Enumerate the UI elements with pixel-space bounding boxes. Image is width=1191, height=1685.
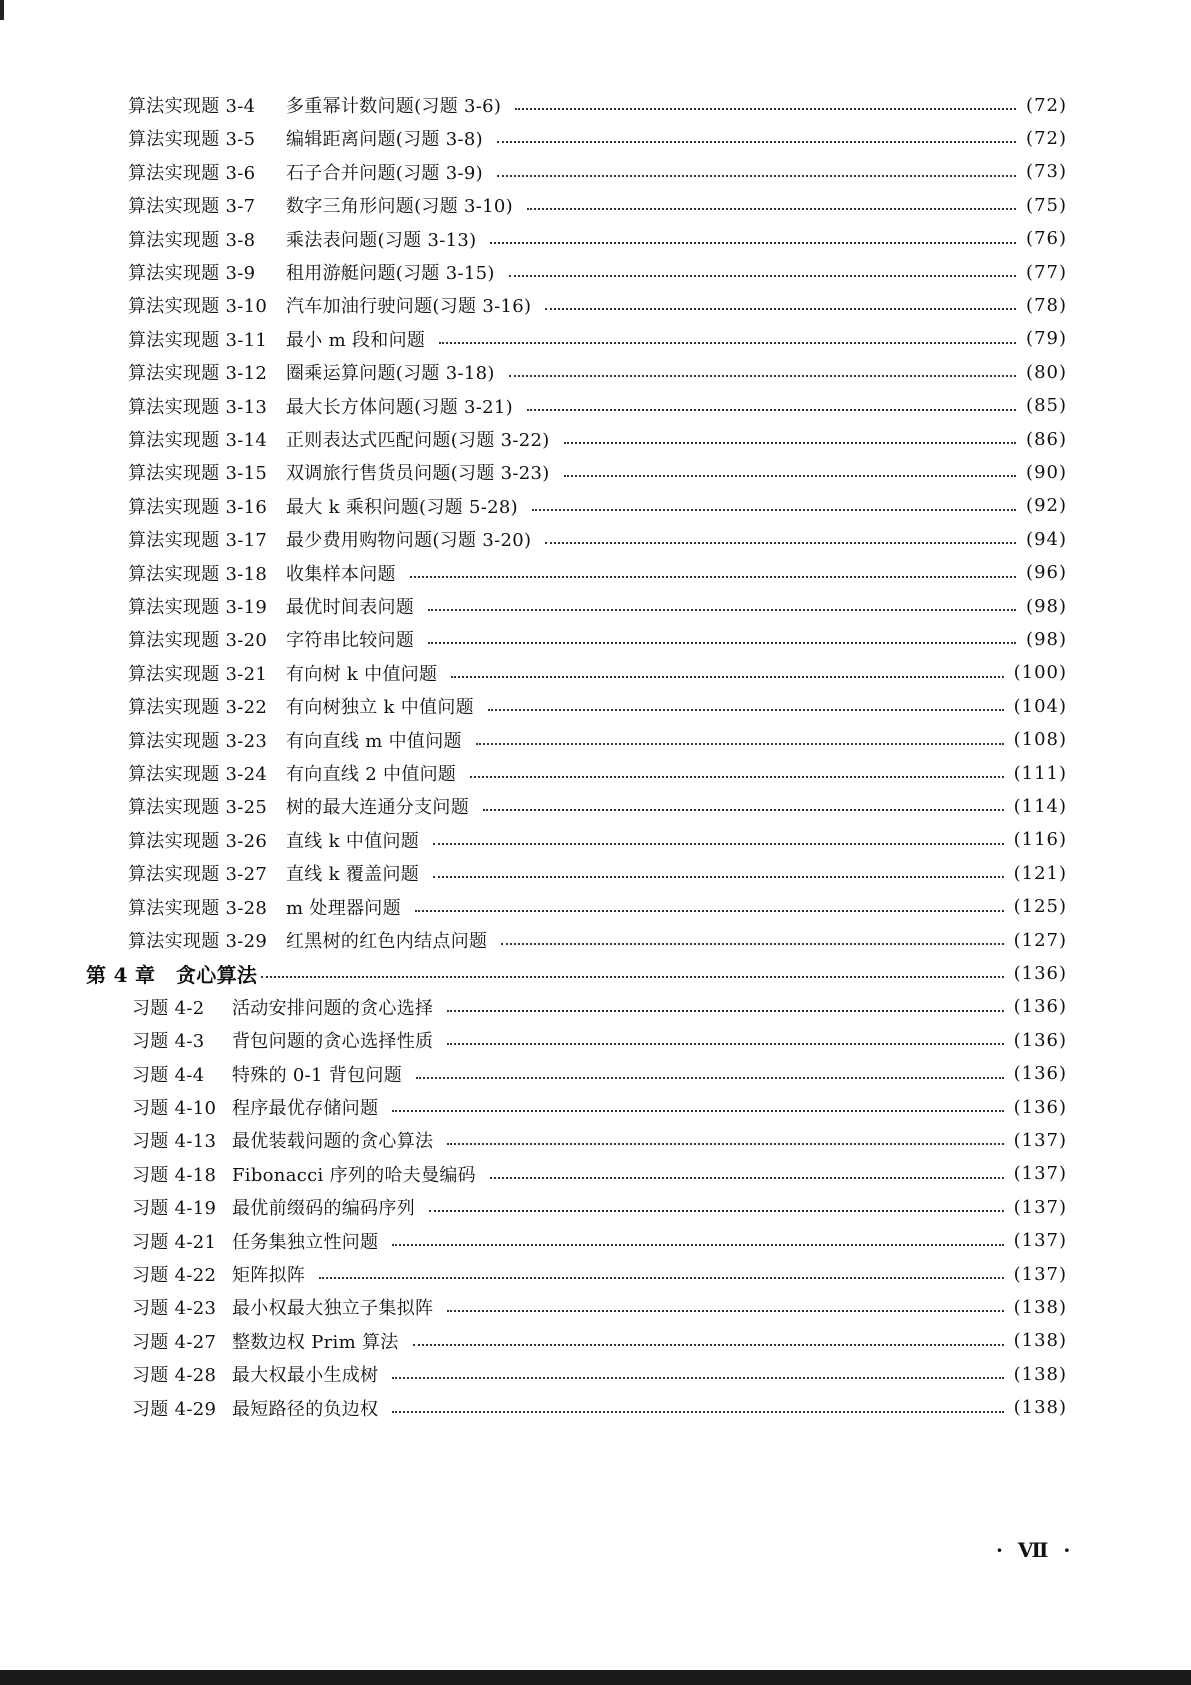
entry-page-number: (136) xyxy=(1013,1096,1067,1118)
entry-page-number: (136) xyxy=(1013,1029,1067,1051)
entry-title: 直线 k 中值问题 xyxy=(286,830,420,852)
entry-number: 习题 4-18 xyxy=(132,1164,217,1186)
entry-number: 算法实现题 3-24 xyxy=(128,764,268,785)
toc-entry[interactable] xyxy=(0,155,1191,189)
entry-title: 最大 k 乘积问题(习题 5-28) xyxy=(286,496,518,518)
entry-number: 算法实现题 3-19 xyxy=(128,597,268,618)
entry-title: 任务集独立性问题 xyxy=(232,1231,379,1253)
toc-entry[interactable] xyxy=(0,255,1191,289)
entry-page-number: (138) xyxy=(1013,1330,1067,1352)
entry-number: 算法实现题 3-14 xyxy=(128,430,268,451)
entry-page-number: (136) xyxy=(1013,1063,1067,1085)
entry-title: 贪心算法 xyxy=(176,962,258,987)
entry-number: 算法实现题 3-7 xyxy=(128,196,256,218)
entry-title: 圈乘运算问题(习题 3-18) xyxy=(286,363,495,385)
entry-number: 算法实现题 3-15 xyxy=(128,463,268,485)
dot-leader xyxy=(433,876,1004,878)
entry-number: 算法实现题 3-29 xyxy=(128,931,268,952)
entry-number: 算法实现题 3-20 xyxy=(128,630,268,652)
toc-entry[interactable] xyxy=(0,556,1191,590)
entry-number: 算法实现题 3-18 xyxy=(128,563,268,585)
entry-number: 习题 4-28 xyxy=(132,1365,217,1387)
dot-leader xyxy=(509,375,1016,377)
entry-number: 算法实现题 3-25 xyxy=(128,797,268,819)
entry-page-number: (111) xyxy=(1013,762,1067,784)
toc-entry[interactable] xyxy=(0,1257,1191,1291)
entry-page-number: (75) xyxy=(1026,194,1067,216)
entry-number: 算法实现题 3-10 xyxy=(128,296,268,318)
toc-chapter-entry[interactable] xyxy=(0,956,1191,990)
entry-title: 租用游艇问题(习题 3-15) xyxy=(286,263,495,284)
entry-title: 汽车加油行驶问题(习题 3-16) xyxy=(286,296,532,318)
entry-page-number: (78) xyxy=(1026,294,1067,316)
entry-page-number: (104) xyxy=(1013,695,1067,717)
dot-leader xyxy=(483,809,1004,811)
entry-page-number: (79) xyxy=(1026,328,1067,350)
entry-page-number: (96) xyxy=(1026,562,1067,584)
entry-title: 最短路径的负边权 xyxy=(232,1398,379,1420)
toc-entry[interactable] xyxy=(0,389,1191,423)
toc-entry[interactable] xyxy=(0,923,1191,957)
toc-entry[interactable] xyxy=(0,1123,1191,1157)
toc-entry[interactable] xyxy=(0,589,1191,623)
toc-entry[interactable] xyxy=(0,288,1191,322)
entry-page-number: (137) xyxy=(1013,1196,1067,1218)
entry-number: 算法实现题 3-8 xyxy=(128,229,256,251)
entry-number: 算法实现题 3-16 xyxy=(128,496,268,518)
entry-number: 算法实现题 3-5 xyxy=(128,129,256,151)
toc-entry[interactable] xyxy=(0,789,1191,823)
entry-title: 多重幂计数问题(习题 3-6) xyxy=(286,96,502,117)
toc-entry[interactable] xyxy=(0,1090,1191,1124)
toc-entry[interactable] xyxy=(0,1057,1191,1091)
dot-leader xyxy=(428,609,1016,611)
entry-page-number: (72) xyxy=(1026,94,1067,116)
toc-entry[interactable] xyxy=(0,1290,1191,1324)
toc-entry[interactable] xyxy=(0,188,1191,222)
entry-page-number: (121) xyxy=(1013,862,1067,884)
scan-bottom-edge xyxy=(0,1670,1191,1685)
entry-title: 最优装载问题的贪心算法 xyxy=(232,1131,434,1153)
toc-entry[interactable] xyxy=(0,622,1191,656)
dot-leader xyxy=(392,1244,1004,1246)
entry-title: 有向树 k 中值问题 xyxy=(286,663,438,685)
entry-number: 算法实现题 3-21 xyxy=(128,663,268,685)
entry-page-number: (86) xyxy=(1026,428,1067,450)
entry-page-number: (114) xyxy=(1013,795,1067,817)
toc-entry[interactable] xyxy=(0,1391,1191,1425)
entry-title: 数字三角形问题(习题 3-10) xyxy=(286,196,514,218)
entry-title: 有向直线 2 中值问题 xyxy=(286,764,457,785)
entry-title: 背包问题的贪心选择性质 xyxy=(232,1031,434,1053)
dot-leader xyxy=(319,1277,1004,1279)
dot-leader xyxy=(497,141,1016,143)
entry-page-number: (136) xyxy=(1013,996,1067,1018)
entry-page-number: (85) xyxy=(1026,395,1067,417)
dot-leader xyxy=(392,1377,1004,1379)
entry-number: 习题 4-2 xyxy=(132,997,205,1019)
dot-leader xyxy=(428,642,1016,644)
dot-leader xyxy=(490,1177,1004,1179)
entry-number: 算法实现题 3-6 xyxy=(128,162,256,184)
toc-entry[interactable] xyxy=(0,355,1191,389)
dot-leader xyxy=(527,208,1016,210)
entry-title: 字符串比较问题 xyxy=(286,630,415,652)
dot-leader xyxy=(439,342,1016,344)
entry-page-number: (137) xyxy=(1013,1129,1067,1151)
dot-leader xyxy=(415,910,1004,912)
toc-entry[interactable] xyxy=(0,1190,1191,1224)
dot-leader xyxy=(476,743,1004,745)
entry-title: 双调旅行售货员问题(习题 3-23) xyxy=(286,463,550,485)
entry-number: 算法实现题 3-17 xyxy=(128,530,268,552)
entry-number: 习题 4-23 xyxy=(132,1298,217,1320)
entry-title: 程序最优存储问题 xyxy=(232,1098,379,1119)
toc-entry[interactable] xyxy=(0,489,1191,523)
entry-page-number: (108) xyxy=(1013,729,1067,751)
entry-page-number: (137) xyxy=(1013,1263,1067,1285)
dot-leader xyxy=(429,1210,1004,1212)
entry-title: Fibonacci 序列的哈夫曼编码 xyxy=(232,1164,476,1186)
dot-leader xyxy=(527,409,1016,411)
entry-title: 特殊的 0-1 背包问题 xyxy=(232,1064,403,1086)
toc-entry[interactable] xyxy=(0,1324,1191,1358)
entry-title: 最大权最小生成树 xyxy=(232,1365,379,1387)
entry-title: 最少费用购物问题(习题 3-20) xyxy=(286,530,532,552)
toc-entry[interactable] xyxy=(0,756,1191,790)
dot-leader xyxy=(413,1344,1004,1346)
dot-leader xyxy=(392,1411,1004,1413)
entry-number: 算法实现题 3-23 xyxy=(128,730,268,752)
toc-entry[interactable] xyxy=(0,723,1191,757)
entry-title: 整数边权 Prim 算法 xyxy=(232,1331,399,1353)
dot-leader xyxy=(433,843,1004,845)
entry-title: 矩阵拟阵 xyxy=(232,1265,306,1286)
page-folio: · Ⅶ · xyxy=(996,1538,1075,1562)
dot-leader xyxy=(488,709,1004,711)
entry-number: 第 4 章 xyxy=(86,962,156,987)
entry-title: 最大长方体问题(习题 3-21) xyxy=(286,396,514,418)
entry-title: 石子合并问题(习题 3-9) xyxy=(286,162,483,184)
entry-page-number: (100) xyxy=(1013,662,1067,684)
entry-page-number: (138) xyxy=(1013,1397,1067,1419)
entry-page-number: (80) xyxy=(1026,361,1067,383)
entry-page-number: (138) xyxy=(1013,1296,1067,1318)
entry-title: 编辑距离问题(习题 3-8) xyxy=(286,129,483,151)
dot-leader xyxy=(532,509,1016,511)
entry-title: 正则表达式匹配问题(习题 3-22) xyxy=(286,430,550,451)
dot-leader xyxy=(261,976,1004,978)
dot-leader xyxy=(501,943,1004,945)
toc-entry[interactable] xyxy=(0,1157,1191,1191)
toc-entry[interactable] xyxy=(0,322,1191,356)
toc-entry[interactable] xyxy=(0,689,1191,723)
entry-page-number: (73) xyxy=(1026,161,1067,183)
entry-page-number: (94) xyxy=(1026,528,1067,550)
dot-leader xyxy=(392,1110,1004,1112)
entry-title: 有向直线 m 中值问题 xyxy=(286,730,462,752)
dot-leader xyxy=(447,1010,1004,1012)
entry-page-number: (98) xyxy=(1026,595,1067,617)
toc-entry[interactable] xyxy=(0,656,1191,690)
dot-leader xyxy=(509,275,1016,277)
toc-entry[interactable] xyxy=(0,121,1191,155)
dot-leader xyxy=(564,475,1016,477)
scan-edge-mark xyxy=(0,0,4,20)
entry-page-number: (98) xyxy=(1026,628,1067,650)
entry-page-number: (90) xyxy=(1026,461,1067,483)
entry-page-number: (137) xyxy=(1013,1230,1067,1252)
dot-leader xyxy=(410,576,1016,578)
toc-entry[interactable] xyxy=(0,88,1191,122)
entry-title: 树的最大连通分支问题 xyxy=(286,797,469,819)
entry-title: 最优前缀码的编码序列 xyxy=(232,1198,415,1220)
dot-leader xyxy=(447,1310,1004,1312)
entry-page-number: (125) xyxy=(1013,896,1067,918)
dot-leader xyxy=(416,1077,1004,1079)
entry-page-number: (116) xyxy=(1013,829,1067,851)
dot-leader xyxy=(497,175,1016,177)
dot-leader xyxy=(515,108,1016,110)
dot-leader xyxy=(545,308,1016,310)
entry-page-number: (92) xyxy=(1026,495,1067,517)
entry-number: 算法实现题 3-22 xyxy=(128,697,268,719)
toc-entry[interactable] xyxy=(0,990,1191,1024)
entry-number: 习题 4-10 xyxy=(132,1098,217,1119)
dot-leader xyxy=(490,242,1016,244)
entry-number: 算法实现题 3-26 xyxy=(128,830,268,852)
entry-number: 习题 4-13 xyxy=(132,1131,217,1153)
entry-number: 习题 4-22 xyxy=(132,1265,217,1286)
entry-page-number: (76) xyxy=(1026,228,1067,250)
dot-leader xyxy=(545,542,1016,544)
dot-leader xyxy=(470,776,1004,778)
entry-title: m 处理器问题 xyxy=(286,897,401,919)
entry-number: 算法实现题 3-11 xyxy=(128,329,268,351)
toc-entry[interactable] xyxy=(0,422,1191,456)
toc-entry[interactable] xyxy=(0,222,1191,256)
entry-title: 直线 k 覆盖问题 xyxy=(286,864,420,886)
entry-title: 最小 m 段和问题 xyxy=(286,329,426,351)
entry-number: 算法实现题 3-27 xyxy=(128,864,268,886)
toc-entry[interactable] xyxy=(0,890,1191,924)
entry-number: 习题 4-4 xyxy=(132,1064,205,1086)
entry-number: 习题 4-3 xyxy=(132,1031,205,1053)
entry-number: 习题 4-29 xyxy=(132,1398,217,1420)
entry-page-number: (136) xyxy=(1013,962,1067,984)
entry-number: 算法实现题 3-28 xyxy=(128,897,268,919)
entry-title: 乘法表问题(习题 3-13) xyxy=(286,229,477,251)
entry-number: 习题 4-19 xyxy=(132,1198,217,1220)
dot-leader xyxy=(451,676,1004,678)
entry-number: 算法实现题 3-12 xyxy=(128,363,268,385)
entry-title: 活动安排问题的贪心选择 xyxy=(232,997,434,1019)
entry-title: 红黑树的红色内结点问题 xyxy=(286,931,488,952)
entry-title: 收集样本问题 xyxy=(286,563,396,585)
entry-page-number: (138) xyxy=(1013,1363,1067,1385)
entry-number: 习题 4-21 xyxy=(132,1231,217,1253)
entry-page-number: (72) xyxy=(1026,127,1067,149)
toc-entry[interactable] xyxy=(0,1224,1191,1258)
entry-number: 算法实现题 3-9 xyxy=(128,263,256,284)
entry-number: 算法实现题 3-13 xyxy=(128,396,268,418)
entry-number: 算法实现题 3-4 xyxy=(128,96,256,117)
entry-title: 最小权最大独立子集拟阵 xyxy=(232,1298,434,1320)
entry-number: 习题 4-27 xyxy=(132,1331,217,1353)
entry-title: 有向树独立 k 中值问题 xyxy=(286,697,474,719)
toc-entry[interactable] xyxy=(0,455,1191,489)
toc-entry[interactable] xyxy=(0,522,1191,556)
toc-entry[interactable] xyxy=(0,1357,1191,1391)
dot-leader xyxy=(564,442,1016,444)
entry-title: 最优时间表问题 xyxy=(286,597,415,618)
entry-page-number: (77) xyxy=(1026,261,1067,283)
entry-page-number: (127) xyxy=(1013,929,1067,951)
dot-leader xyxy=(447,1043,1004,1045)
dot-leader xyxy=(447,1143,1004,1145)
toc-entry[interactable] xyxy=(0,1023,1191,1057)
toc-entry[interactable] xyxy=(0,823,1191,857)
toc-entry[interactable] xyxy=(0,856,1191,890)
entry-page-number: (137) xyxy=(1013,1163,1067,1185)
